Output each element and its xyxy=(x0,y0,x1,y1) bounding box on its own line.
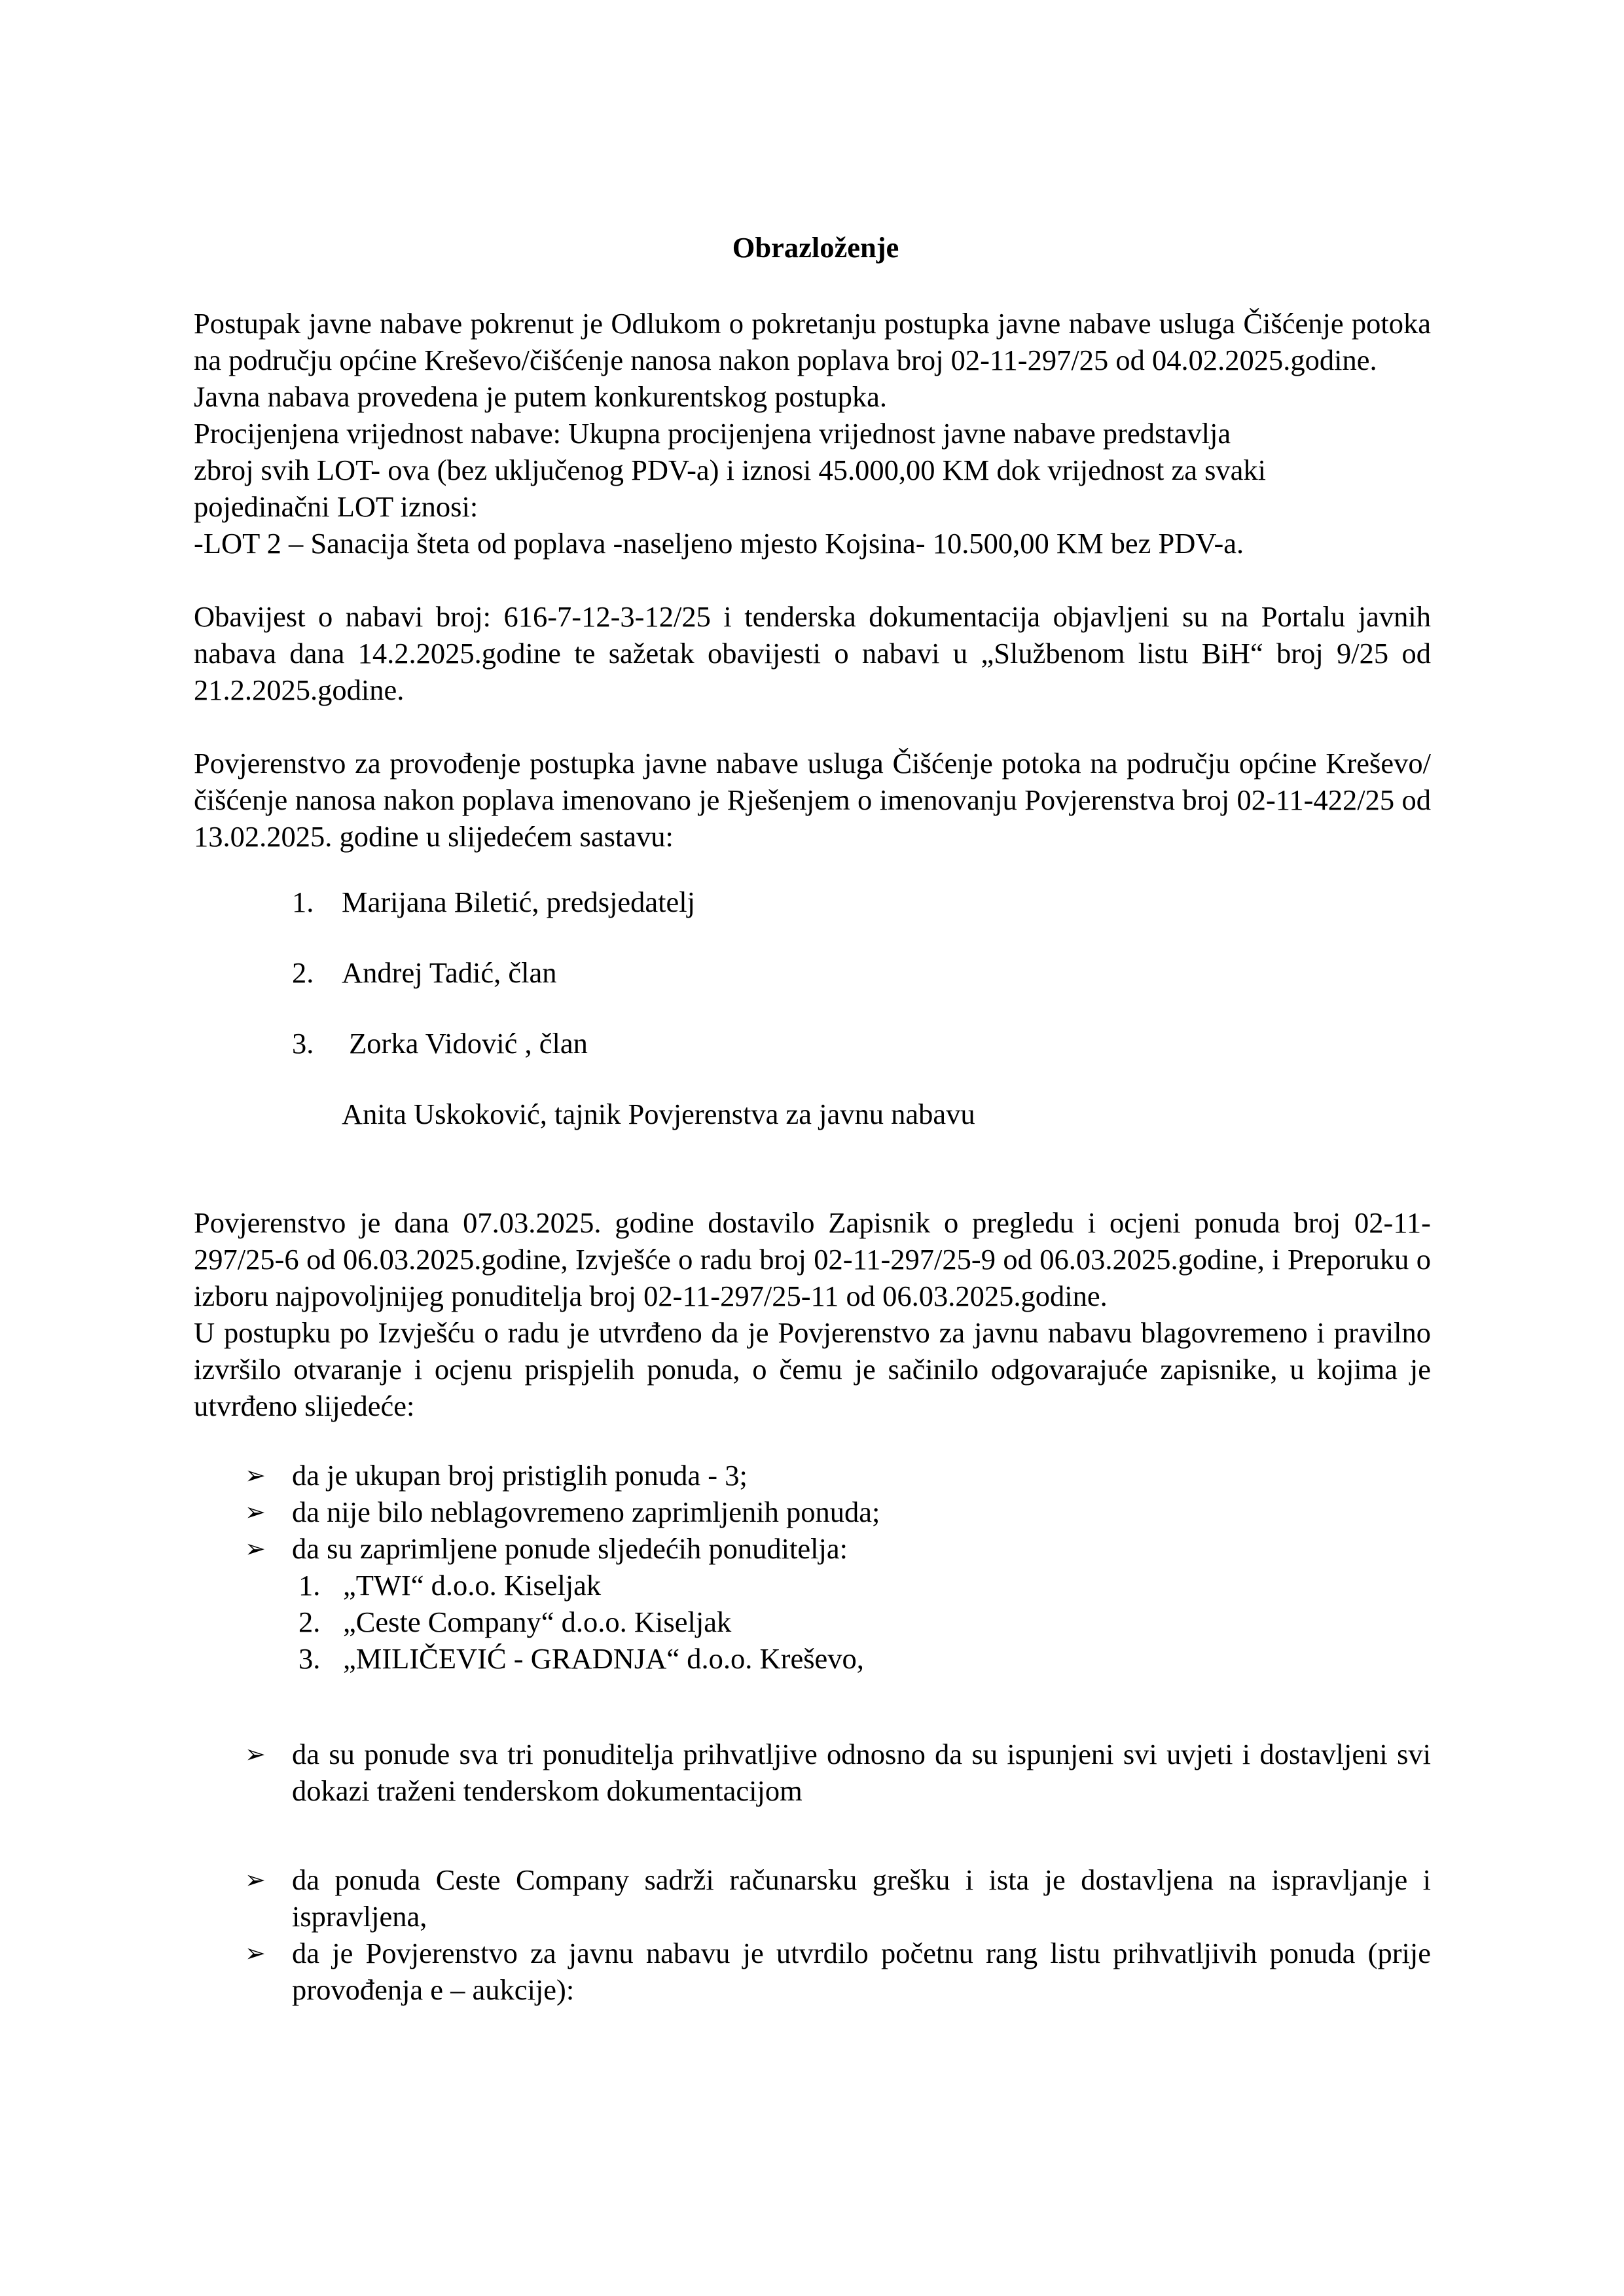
list-item-text: da je Povjerenstvo za javnu nabavu je utvrdilo početnu rang listu prihvatljivih ponuda (prije provođenja e – aukcije): xyxy=(292,1937,1431,2006)
list-item-number: 3. xyxy=(292,1027,314,1060)
committee-secretary: Anita Uskoković, tajnik Povjerenstva za javnu nabavu xyxy=(342,1098,975,1130)
list-item-number: 2. xyxy=(298,1605,321,1638)
paragraph-estimate-line-1: Procijenjena vrijednost nabave: Ukupna procijenjena vrijednost javne nabave predstavlja xyxy=(194,417,1231,450)
list-item-text: Andrej Tadić, član xyxy=(342,956,557,989)
list-item xyxy=(194,1530,1431,1677)
document-page xyxy=(194,229,1431,2008)
paragraph-estimate-line-3: pojedinačni LOT iznosi: xyxy=(194,490,478,523)
list-item xyxy=(194,954,1431,991)
list-item-text: da su ponude sva tri ponuditelja prihvatljive odnosno da su ispunjeni svi uvjeti i dostavljeni svi dokazi traženi tenderskom dokumentacijom xyxy=(292,1738,1431,1807)
bidders-list-wrap xyxy=(194,1567,1431,1677)
arrowhead-bullet-icon: ➢ xyxy=(245,1498,266,1526)
paragraph-committee: Povjerenstvo za provođenje postupka javne nabave usluga Čišćenje potoka na području općine Kreševo/čišćenje nanosa nakon poplava imenovano je Rješenjem o imenovanju Povjerenstva broj 02-11-422/25 od 13.02.2025. godine u slijedećem sastavu: xyxy=(194,747,1431,853)
list-item xyxy=(194,1861,1431,1935)
list-item xyxy=(194,1457,1431,1494)
bidders-list xyxy=(194,1567,1431,1677)
list-item xyxy=(194,1025,1431,1062)
paragraph-notice: Obavijest o nabavi broj: 616-7-12-3-12/25 i tenderska dokumentacija objavljeni su na Portalu javnih nabava dana 14.2.2025.godine te sažetak obavijesti o nabavi u „Službenom listu BiH“ broj 9/25 od 21.2.2025.godine. xyxy=(194,600,1431,706)
list-item-number: 1. xyxy=(292,886,314,918)
list-item xyxy=(194,1736,1431,1809)
list-item-text: Marijana Biletić, predsjedatelj xyxy=(342,886,695,918)
list-item-number: 1. xyxy=(298,1569,321,1602)
list-item-number: 2. xyxy=(292,956,314,989)
list-item xyxy=(194,1567,1431,1604)
list-item xyxy=(194,1935,1431,2008)
list-item-text: da ponuda Ceste Company sadrži računarsku grešku i ista je dostavljena na ispravljanje i ispravljena, xyxy=(292,1863,1431,1933)
paragraph-lot-2: -LOT 2 – Sanacija šteta od poplava -naseljeno mjesto Kojsina- 10.500,00 KM bez PDV-a. xyxy=(194,527,1244,560)
list-item-text: „TWI“ d.o.o. Kiseljak xyxy=(343,1569,602,1602)
arrowhead-bullet-icon: ➢ xyxy=(245,1865,266,1894)
paragraph-findings-intro: U postupku po Izvješću o radu je utvrđeno da je Povjerenstvo za javnu nabavu blagovremeno i pravilno izvršilo otvaranje i ocjenu prispjelih ponuda, o čemu je sačinilo odgovarajuće zapisnike, u kojima je utvrđeno slijedeće: xyxy=(194,1316,1431,1422)
arrowhead-bullet-icon: ➢ xyxy=(245,1939,266,1967)
list-item xyxy=(194,1604,1431,1640)
list-item-text: Zorka Vidović , član xyxy=(342,1027,588,1060)
paragraph-report: Povjerenstvo je dana 07.03.2025. godine dostavilo Zapisnik o pregledu i ocjeni ponuda broj 02-11-297/25-6 od 06.03.2025.godine, Izvješće o radu broj 02-11-297/25-9 od 06.03.2025.godine, i Preporuku o izboru najpovoljnijeg ponuditelja broj 02-11-297/25-11 od 06.03.2025.godine. xyxy=(194,1206,1431,1312)
paragraph-procedure-start: Postupak javne nabave pokrenut je Odlukom o pokretanju postupka javne nabave usluga Čišćenje potoka na području općine Kreševo/čišćenje nanosa nakon poplava broj 02-11-297/25 od 04.02.2025.godine. xyxy=(194,307,1431,376)
paragraph-estimate-line-2: zbroj svih LOT- ova (bez uključenog PDV-a) i iznosi 45.000,00 KM dok vrijednost za svaki xyxy=(194,454,1267,486)
list-item xyxy=(194,1494,1431,1530)
paragraph-procedure-type: Javna nabava provedena je putem konkurentskog postupka. xyxy=(194,380,888,413)
findings-list xyxy=(194,1457,1431,2008)
arrowhead-bullet-icon: ➢ xyxy=(245,1740,266,1768)
document-title: Obrazloženje xyxy=(732,231,899,264)
list-item-text: „MILIČEVIĆ - GRADNJA“ d.o.o. Kreševo, xyxy=(343,1642,864,1675)
list-item-text: da je ukupan broj pristiglih ponuda - 3; xyxy=(292,1459,748,1492)
list-item-text: da su zaprimljene ponude sljedećih ponuditelja: xyxy=(292,1532,848,1565)
committee-members-list xyxy=(194,884,1431,1062)
arrowhead-bullet-icon: ➢ xyxy=(245,1461,266,1490)
arrowhead-bullet-icon: ➢ xyxy=(245,1534,266,1563)
list-item xyxy=(194,884,1431,920)
list-item-text: „Ceste Company“ d.o.o. Kiseljak xyxy=(343,1605,732,1638)
list-item-text: da nije bilo neblagovremeno zaprimljenih ponuda; xyxy=(292,1496,880,1528)
list-item xyxy=(194,1640,1431,1677)
list-item-number: 3. xyxy=(298,1642,321,1675)
